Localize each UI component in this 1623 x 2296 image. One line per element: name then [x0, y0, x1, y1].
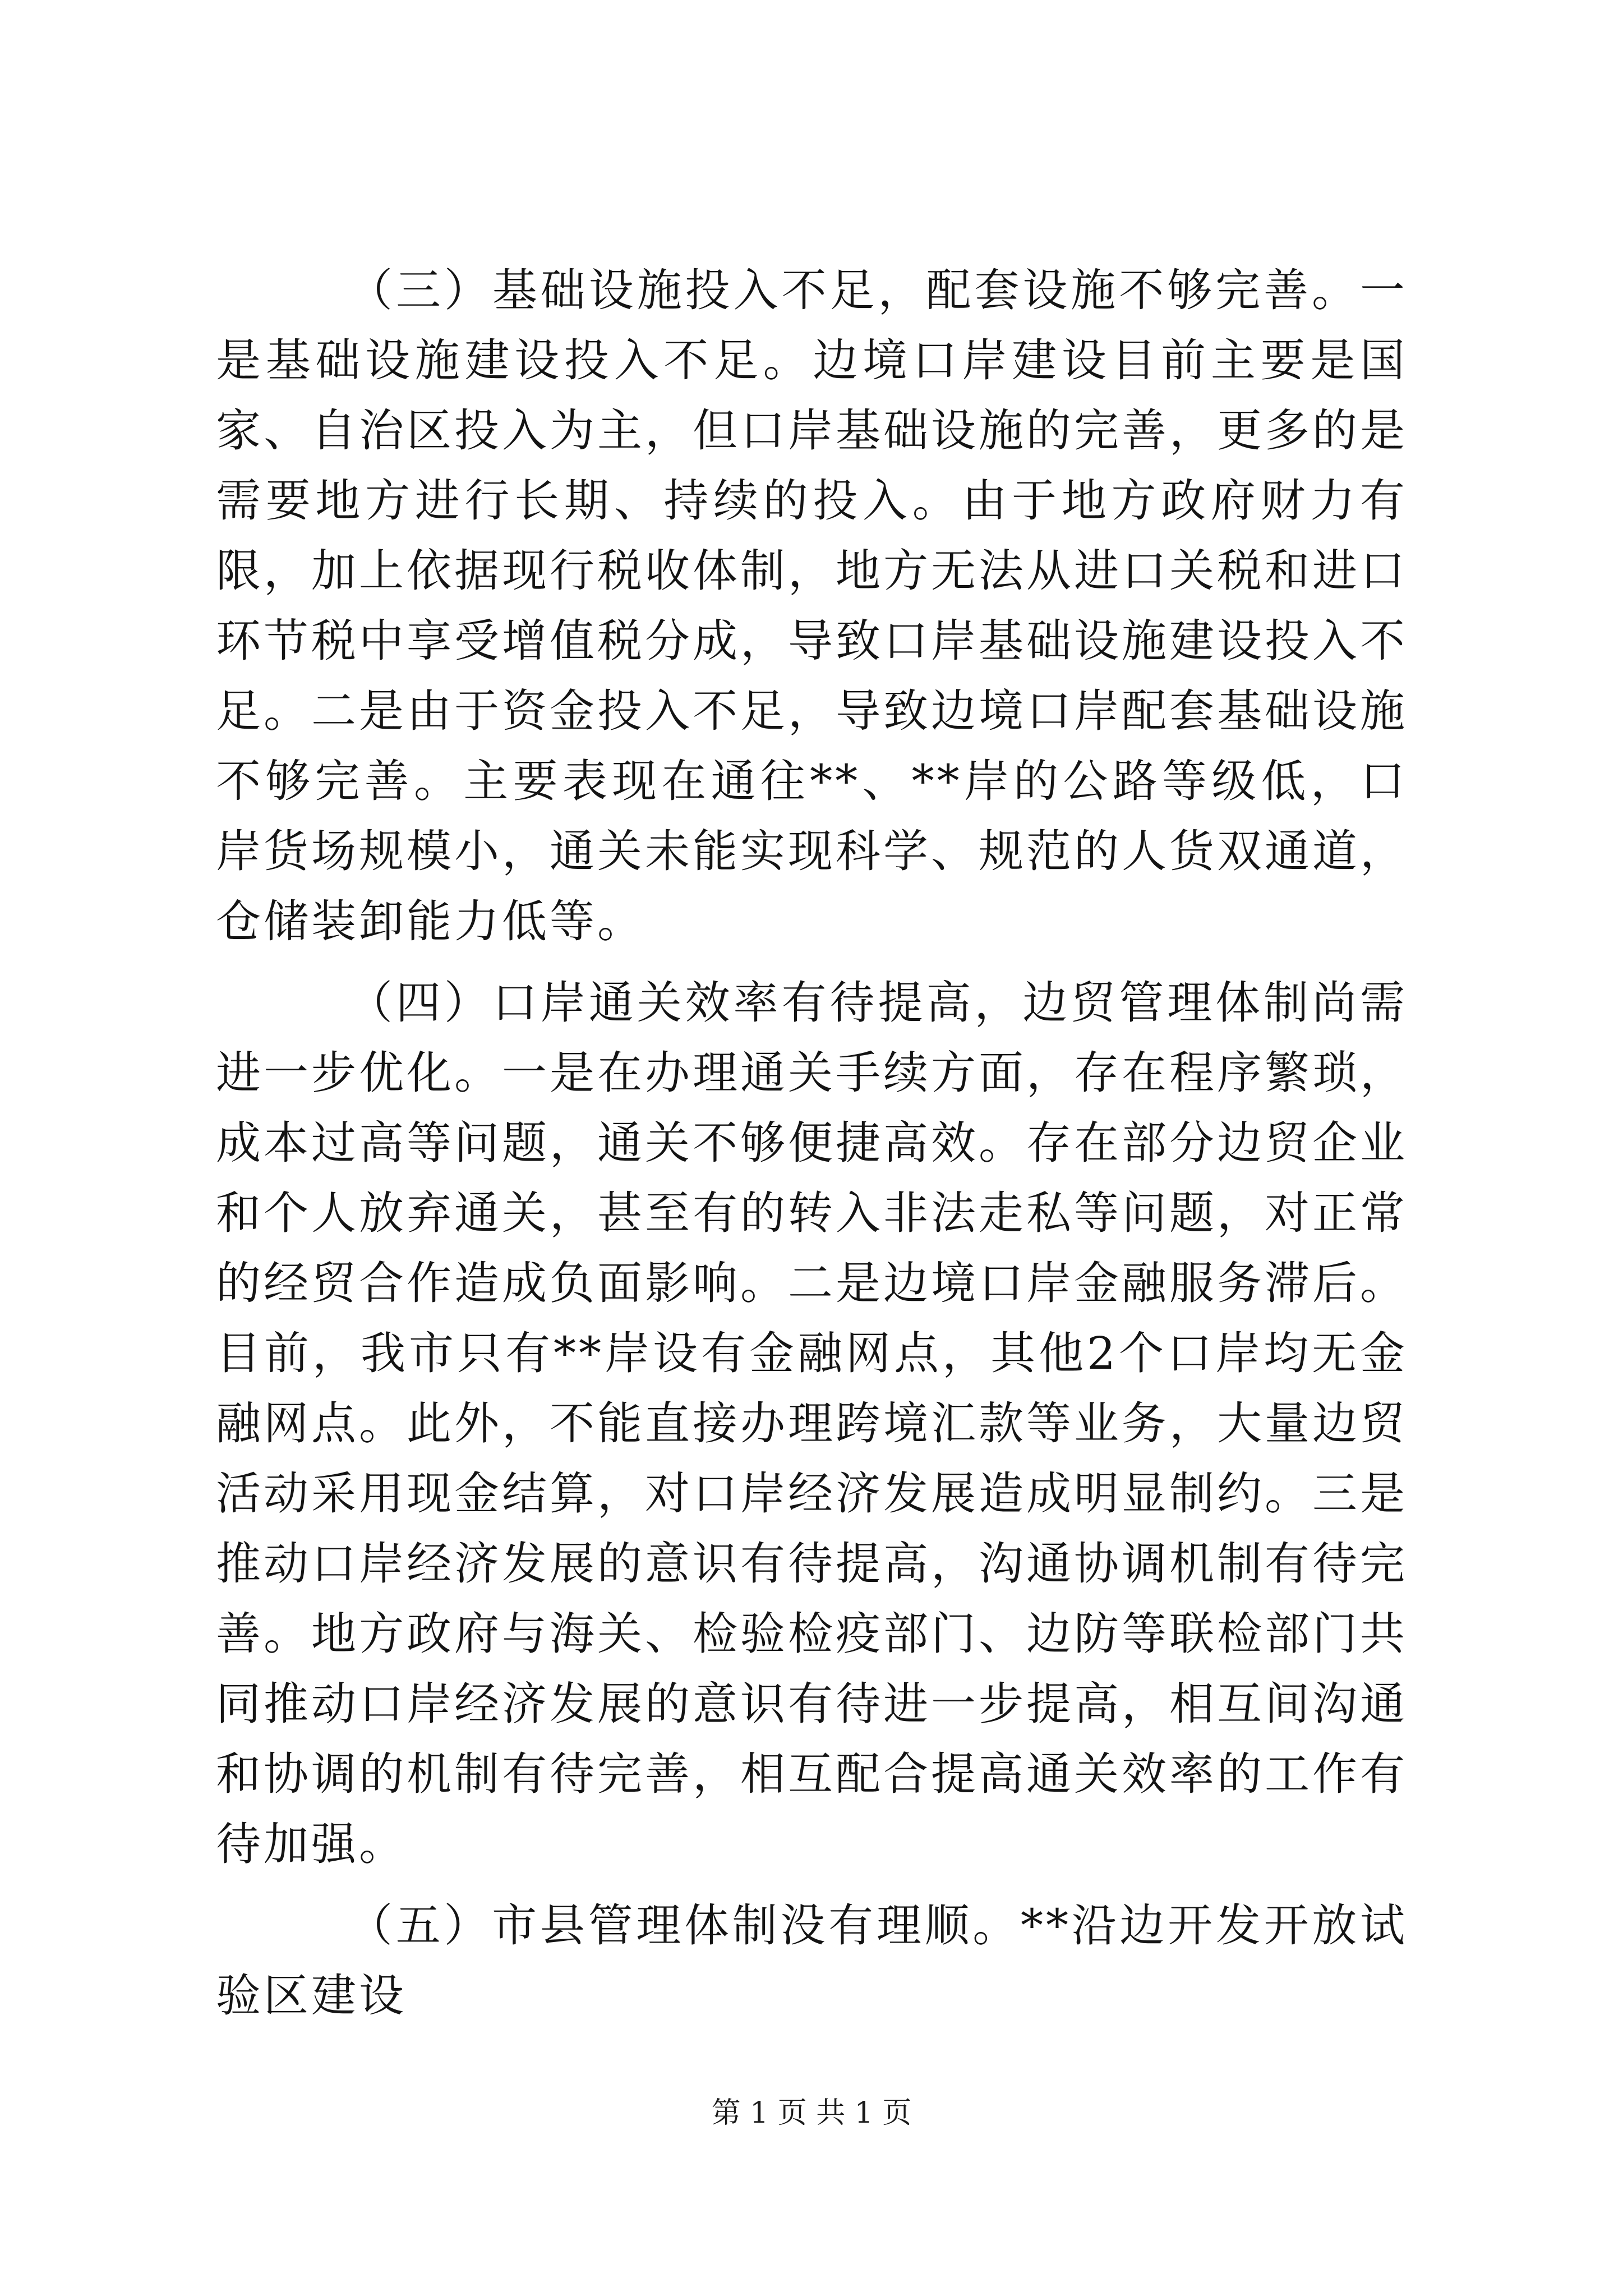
document-body: [216, 255, 1408, 2031]
paragraph-management-system: （五）市县管理体制没有理顺。**沿边开发开放试验区建设: [216, 1899, 1408, 2022]
paragraph-customs-efficiency: （四）口岸通关效率有待提高，边贸管理体制尚需进一步优化。一是在办理通关手续方面，存在程序繁琐，成本过高等问题，通关不够便捷高效。存在部分边贸企业和个人放弃通关，甚至有的转入非法走私等问题，对正常的经贸合作造成负面影响。二是边境口岸金融服务滞后。目前，我市只有**岸设有金融网点，其他2个口岸均无金融网点。此外，不能直接办理跨境汇款等业务，大量边贸活动采用现金结算，对口岸经济发展造成明显制约。三是推动口岸经济发展的意识有待提高，沟通协调机制有待完善。地方政府与海关、检验检疫部门、边防等联检部门共同推动口岸经济发展的意识有待进一步提高，相互间沟通和协调的机制有待完善，相互配合提高通关效率的工作有待加强。: [216, 977, 1408, 1870]
page-footer: 第 1 页 共 1 页: [711, 2096, 912, 2130]
paragraph-infrastructure: （三）基础设施投入不足，配套设施不够完善。一是基础设施建设投入不足。边境口岸建设目前主要是国家、自治区投入为主，但口岸基础设施的完善，更多的是需要地方进行长期、持续的投入。由于地方政府财力有限，加上依据现行税收体制，地方无法从进口关税和进口环节税中享受增值税分成，导致口岸基础设施建设投入不足。二是由于资金投入不足，导致边境口岸配套基础设施不够完善。主要表现在通往**、**岸的公路等级低，口岸货场规模小，通关未能实现科学、规范的人货双通道，仓储装卸能力低等。: [216, 264, 1408, 947]
